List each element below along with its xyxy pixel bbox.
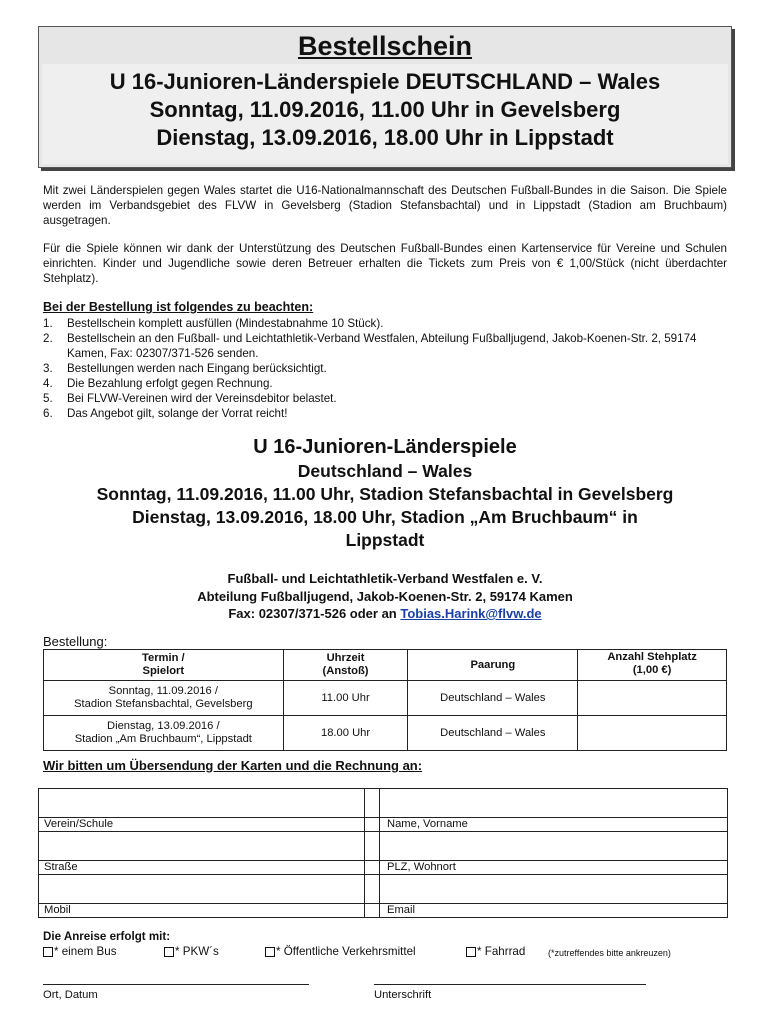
divider bbox=[379, 789, 380, 917]
travel-title: Die Anreise erfolgt mit: bbox=[43, 930, 171, 943]
form-title: Bestellschein bbox=[297, 31, 473, 61]
email-link[interactable]: Tobias.Harink@flvw.de bbox=[400, 606, 542, 621]
address-grid bbox=[38, 788, 728, 918]
checkbox[interactable] bbox=[265, 947, 275, 957]
header-inner-panel bbox=[42, 64, 728, 164]
strasse-field-label: Straße bbox=[44, 861, 78, 873]
checkbox[interactable] bbox=[43, 947, 53, 957]
rule-item bbox=[43, 406, 727, 421]
table-row bbox=[44, 681, 727, 716]
option-car[interactable] bbox=[164, 945, 219, 958]
date-label: Ort, Datum bbox=[43, 989, 98, 1001]
date-line[interactable] bbox=[43, 984, 309, 985]
option-label: * einem Bus bbox=[54, 945, 117, 958]
order-label: Bestellung: bbox=[43, 634, 108, 649]
cell-uhrzeit: 11.00 Uhr bbox=[283, 681, 408, 716]
divider bbox=[39, 903, 727, 904]
divider bbox=[39, 860, 727, 861]
rule-number: 5. bbox=[43, 392, 53, 405]
header-line-sunday: Sonntag, 11.09.2016, 11.00 Uhr in Gevelsberg bbox=[149, 97, 621, 122]
event-line-sunday: Sonntag, 11.09.2016, 11.00 Uhr, Stadion Stefansbachtal in Gevelsberg bbox=[96, 484, 674, 504]
option-label: * Öffentliche Verkehrsmittel bbox=[276, 945, 416, 958]
rule-item bbox=[43, 376, 727, 391]
order-header-row bbox=[44, 650, 727, 681]
option-public-transport[interactable] bbox=[265, 945, 416, 958]
cell-paarung: Deutschland – Wales bbox=[408, 716, 578, 751]
rule-item bbox=[43, 316, 727, 331]
email-field-label: Email bbox=[387, 904, 415, 916]
option-bus[interactable] bbox=[43, 945, 117, 958]
divider bbox=[39, 831, 727, 832]
cell-paarung: Deutschland – Wales bbox=[408, 681, 578, 716]
contact-fax bbox=[0, 606, 770, 621]
fax-text: Fax: 02307/371-526 oder an bbox=[228, 606, 401, 621]
rule-text: Bestellungen werden nach Eingang berücksichtigt. bbox=[67, 362, 327, 375]
rule-number: 2. bbox=[43, 332, 53, 345]
signature-label: Unterschrift bbox=[374, 989, 432, 1001]
header-termin: Termin / Spielort bbox=[44, 650, 284, 681]
contact-dept: Abteilung Fußballjugend, Jakob-Koenen-Str. 2, 59174 Kamen bbox=[197, 589, 573, 604]
event-line-city: Lippstadt bbox=[345, 530, 425, 550]
verein-field-label: Verein/Schule bbox=[44, 818, 114, 830]
header-line-tuesday: Dienstag, 13.09.2016, 18.00 Uhr in Lippstadt bbox=[156, 125, 614, 150]
mobil-field-label: Mobil bbox=[44, 904, 71, 916]
rule-item bbox=[43, 391, 727, 406]
checkbox-note: (*zutreffendes bitte ankreuzen) bbox=[548, 948, 671, 958]
header-box bbox=[38, 26, 732, 168]
cell-uhrzeit: 18.00 Uhr bbox=[283, 716, 408, 751]
rule-number: 4. bbox=[43, 377, 53, 390]
cell-termin: Sonntag, 11.09.2016 / Stadion Stefansbachtal, Gevelsberg bbox=[44, 681, 284, 716]
divider bbox=[39, 874, 727, 875]
divider bbox=[364, 789, 365, 917]
plz-field-label: PLZ, Wohnort bbox=[387, 861, 456, 873]
header-line-match: U 16-Junioren-Länderspiele DEUTSCHLAND – Wales bbox=[109, 69, 661, 94]
intro-paragraph-2: Für die Spiele können wir dank der Unterstützung des Deutschen Fußball-Bundes einen Kartenservice für Vereine und Schulen einrichten. Kinder und Jugendliche sowie deren Betreuer erhalten die Tickets zum Preis von € 1,00/Stück (nicht überdachter Stehplatz). bbox=[43, 242, 727, 285]
rule-text: Das Angebot gilt, solange der Vorrat reicht! bbox=[67, 407, 288, 420]
checkbox[interactable] bbox=[164, 947, 174, 957]
rule-item bbox=[43, 361, 727, 376]
option-label: * PKW´s bbox=[175, 945, 219, 958]
divider bbox=[39, 817, 727, 818]
option-label: * Fahrrad bbox=[477, 945, 526, 958]
intro-paragraph-1: Mit zwei Länderspielen gegen Wales startet die U16-Nationalmannschaft des Deutschen Fußball-Bundes in die Saison. Die Spiele werden im Verbandsgebiet des FLVW in Gevelsberg (Stadion Stefansbachtal) und in Lippstadt (Stadion am Bruchbaum) ausgetragen. bbox=[43, 184, 727, 227]
rules-list bbox=[43, 316, 727, 421]
quantity-field-tuesday[interactable] bbox=[578, 716, 727, 751]
header-anzahl: Anzahl Stehplatz (1,00 €) bbox=[578, 650, 727, 681]
rule-item bbox=[43, 331, 727, 361]
rule-number: 6. bbox=[43, 407, 53, 420]
rule-text: Bestellschein an den Fußball- und Leichtathletik-Verband Westfalen, Abteilung Fußballjugend, Jakob-Koenen-Str. 2, 59174 Kamen, Fax: 02307/371-526 senden. bbox=[67, 332, 697, 360]
checkbox[interactable] bbox=[466, 947, 476, 957]
option-bike[interactable] bbox=[466, 945, 525, 958]
cell-termin: Dienstag, 13.09.2016 / Stadion „Am Bruchbaum“, Lippstadt bbox=[44, 716, 284, 751]
name-field-label: Name, Vorname bbox=[387, 818, 468, 830]
rule-text: Bei FLVW-Vereinen wird der Vereinsdebitor belastet. bbox=[67, 392, 337, 405]
rule-number: 1. bbox=[43, 317, 53, 330]
quantity-field-sunday[interactable] bbox=[578, 681, 727, 716]
header-uhrzeit: Uhrzeit (Anstoß) bbox=[283, 650, 408, 681]
signature-line[interactable] bbox=[374, 984, 646, 985]
header-paarung: Paarung bbox=[408, 650, 578, 681]
event-line-tuesday: Dienstag, 13.09.2016, 18.00 Uhr, Stadion „Am Bruchbaum“ in bbox=[132, 507, 638, 527]
rules-title: Bei der Bestellung ist folgendes zu beachten: bbox=[43, 300, 314, 314]
rule-text: Bestellschein komplett ausfüllen (Mindestabnahme 10 Stück). bbox=[67, 317, 384, 330]
rule-text: Die Bezahlung erfolgt gegen Rechnung. bbox=[67, 377, 273, 390]
table-row bbox=[44, 716, 727, 751]
order-table bbox=[43, 649, 727, 751]
event-subtitle: Deutschland – Wales bbox=[297, 461, 473, 481]
address-title: Wir bitten um Übersendung der Karten und die Rechnung an: bbox=[43, 758, 423, 773]
event-title: U 16-Junioren-Länderspiele bbox=[253, 436, 517, 458]
contact-org: Fußball- und Leichtathletik-Verband Westfalen e. V. bbox=[227, 571, 543, 586]
rule-number: 3. bbox=[43, 362, 53, 375]
